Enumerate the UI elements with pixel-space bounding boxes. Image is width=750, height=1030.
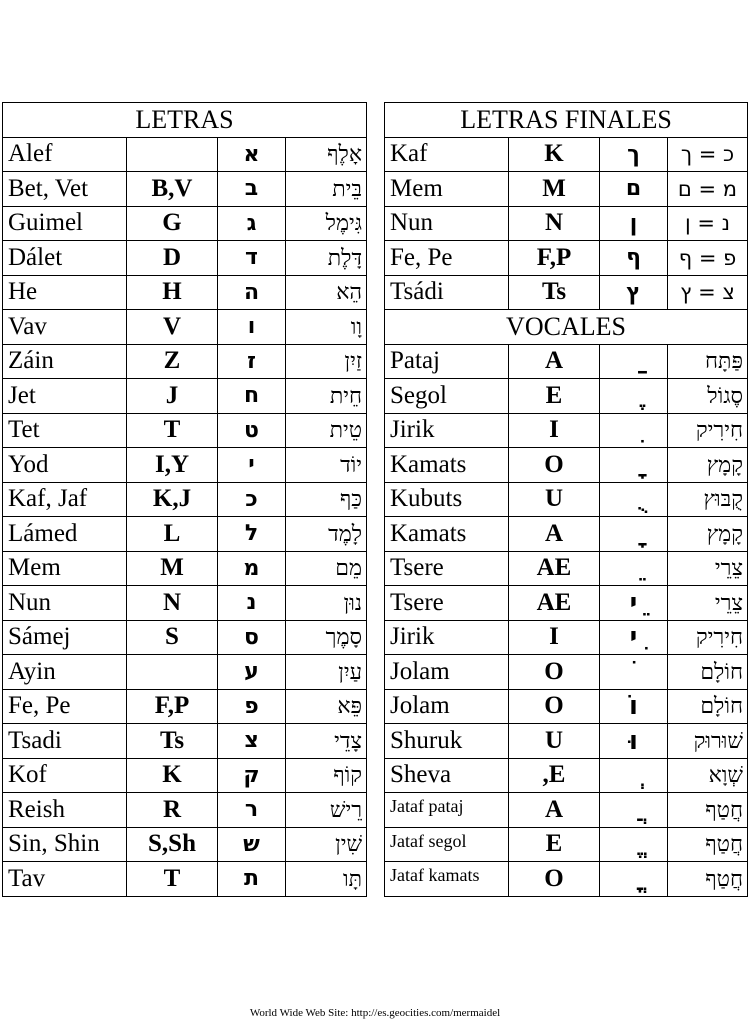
letter-row (3, 655, 367, 690)
letter-translit: F,P (127, 689, 218, 724)
vowel-name: Jolam (385, 655, 509, 690)
vowel-mark (600, 344, 668, 379)
vowel-row (385, 586, 748, 621)
vowel-mark (600, 655, 668, 690)
letter-row (3, 586, 367, 621)
letter-word: פֵּא (286, 689, 367, 724)
letter-row (3, 482, 367, 517)
letter-glyph: ז (218, 344, 286, 379)
vowel-mark (600, 413, 668, 448)
letter-word: מֵם (286, 551, 367, 586)
letter-glyph: כ (218, 482, 286, 517)
final-glyph: ף (600, 241, 668, 276)
vowel-row (385, 827, 748, 862)
letter-name: Nun (3, 586, 127, 621)
letter-word: טֵית (286, 413, 367, 448)
vowel-word: קֻבּוּץ (668, 482, 748, 517)
letter-word: הֵא (286, 275, 367, 310)
vowel-row (385, 689, 748, 724)
vowel-mark (600, 758, 668, 793)
final-translit: M (509, 172, 600, 207)
letter-row (3, 517, 367, 552)
final-translit: F,P (509, 241, 600, 276)
letter-word: גִּימֶל (286, 206, 367, 241)
vowel-mark: וֹ (600, 689, 668, 724)
final-row (385, 172, 748, 207)
letter-word: כַּף (286, 482, 367, 517)
letter-translit: V (127, 310, 218, 345)
letter-word: עַיִן (286, 655, 367, 690)
letter-glyph: ה (218, 275, 286, 310)
final-name: Mem (385, 172, 509, 207)
vowels-title: VOCALES (385, 310, 748, 345)
letter-glyph: נ (218, 586, 286, 621)
vowel-mark (600, 482, 668, 517)
letter-name: Sin, Shin (3, 827, 127, 862)
final-glyph: ן (600, 206, 668, 241)
letter-translit: D (127, 241, 218, 276)
letter-row (3, 413, 367, 448)
letter-translit: T (127, 862, 218, 897)
letter-word: שִׁין (286, 827, 367, 862)
letter-glyph: ע (218, 655, 286, 690)
vowel-word: צֵרֵי (668, 586, 748, 621)
vowel-word: חוֹלָם (668, 689, 748, 724)
vowel-translit: A (509, 517, 600, 552)
vowel-name: Shuruk (385, 724, 509, 759)
vowel-mark: ִי (600, 620, 668, 655)
letter-row (3, 241, 367, 276)
vowel-name: Jolam (385, 689, 509, 724)
vowel-name: Kubuts (385, 482, 509, 517)
vowel-row (385, 793, 748, 828)
final-equivalence: נ = ן (668, 206, 748, 241)
letter-row (3, 793, 367, 828)
letter-name: Guimel (3, 206, 127, 241)
letter-row (3, 344, 367, 379)
letter-row (3, 275, 367, 310)
final-equivalence: כ = ך (668, 137, 748, 172)
letter-word: וָו (286, 310, 367, 345)
final-equivalence: מ = ם (668, 172, 748, 207)
vowel-word: שְׁוָא (668, 758, 748, 793)
vowel-name: Jirik (385, 413, 509, 448)
letter-word: צָדֵי (286, 724, 367, 759)
letter-glyph: ד (218, 241, 286, 276)
letter-translit: H (127, 275, 218, 310)
vowel-word: פַּתָּח (668, 344, 748, 379)
final-glyph: ך (600, 137, 668, 172)
letter-word: דָּלֶת (286, 241, 367, 276)
letter-glyph: י (218, 448, 286, 483)
letter-name: Kaf, Jaf (3, 482, 127, 517)
vowel-word: חִירִיק (668, 413, 748, 448)
vowel-name: Jirik (385, 620, 509, 655)
letter-translit (127, 137, 218, 172)
letter-row (3, 172, 367, 207)
letter-translit: K,J (127, 482, 218, 517)
footer-text: World Wide Web Site: http://es.geocities.com/mermaidel (249, 1007, 501, 1019)
final-row (385, 275, 748, 310)
finals-title: LETRAS FINALES (385, 103, 748, 138)
letter-name: Ayin (3, 655, 127, 690)
letter-name: Mem (3, 551, 127, 586)
vowel-translit: E (509, 827, 600, 862)
letter-word: חֵית (286, 379, 367, 414)
vowel-mark (600, 448, 668, 483)
vowel-name: Jataf kamats (385, 862, 509, 897)
final-name: Kaf (385, 137, 509, 172)
final-translit: N (509, 206, 600, 241)
letter-translit: B,V (127, 172, 218, 207)
letter-translit: J (127, 379, 218, 414)
vowel-mark (600, 862, 668, 897)
vowel-mark (600, 517, 668, 552)
vowel-word: חֲטַף (668, 862, 748, 897)
vowel-row (385, 517, 748, 552)
vowel-mark: וּ (600, 724, 668, 759)
letter-word: לָמֶד (286, 517, 367, 552)
letter-name: Reish (3, 793, 127, 828)
letter-translit: K (127, 758, 218, 793)
letter-glyph: ת (218, 862, 286, 897)
vowel-name: Kamats (385, 517, 509, 552)
letter-glyph: ש (218, 827, 286, 862)
letters-table (2, 102, 367, 897)
letter-row (3, 724, 367, 759)
letter-word: קוֹף (286, 758, 367, 793)
letter-glyph: ר (218, 793, 286, 828)
letter-translit: S (127, 620, 218, 655)
vowel-translit: U (509, 482, 600, 517)
letter-row (3, 206, 367, 241)
letter-name: Tav (3, 862, 127, 897)
final-row (385, 241, 748, 276)
vowel-mark (600, 551, 668, 586)
letter-word: בֵּית (286, 172, 367, 207)
vowel-word: שׁוּרוּק (668, 724, 748, 759)
letter-glyph: ו (218, 310, 286, 345)
letter-glyph: ג (218, 206, 286, 241)
letter-translit: Ts (127, 724, 218, 759)
letter-row (3, 379, 367, 414)
vowel-word: חֲטַף (668, 793, 748, 828)
vowel-row (385, 344, 748, 379)
letter-row (3, 689, 367, 724)
letter-name: Bet, Vet (3, 172, 127, 207)
letter-name: Tet (3, 413, 127, 448)
vowel-word: צֵרֵי (668, 551, 748, 586)
vowel-name: Kamats (385, 448, 509, 483)
vowel-word: קָמָץ (668, 517, 748, 552)
letter-name: Kof (3, 758, 127, 793)
vowel-translit: O (509, 862, 600, 897)
letter-name: Jet (3, 379, 127, 414)
letter-translit: I,Y (127, 448, 218, 483)
letter-name: Alef (3, 137, 127, 172)
letter-row (3, 310, 367, 345)
letter-row (3, 620, 367, 655)
letter-translit: L (127, 517, 218, 552)
letter-name: Vav (3, 310, 127, 345)
letter-word: יוֹד (286, 448, 367, 483)
letter-word: תָּו (286, 862, 367, 897)
vowel-translit: O (509, 448, 600, 483)
vowel-row (385, 379, 748, 414)
letter-name: Yod (3, 448, 127, 483)
vowel-translit: O (509, 655, 600, 690)
vowel-mark (600, 827, 668, 862)
vowel-translit: I (509, 620, 600, 655)
letter-row (3, 551, 367, 586)
letter-glyph: ב (218, 172, 286, 207)
letter-glyph: ח (218, 379, 286, 414)
vowel-mark: ֵי (600, 586, 668, 621)
vowel-word: חֲטַף (668, 827, 748, 862)
letter-word: סָמֶך (286, 620, 367, 655)
vowel-translit: I (509, 413, 600, 448)
letter-translit: R (127, 793, 218, 828)
vowel-name: Jataf pataj (385, 793, 509, 828)
letter-row (3, 862, 367, 897)
letter-name: Sámej (3, 620, 127, 655)
final-translit: K (509, 137, 600, 172)
vowel-translit: ,E (509, 758, 600, 793)
vowel-name: Segol (385, 379, 509, 414)
letter-translit: T (127, 413, 218, 448)
letter-word: רֵישׁ (286, 793, 367, 828)
letter-translit: G (127, 206, 218, 241)
letter-glyph: פ (218, 689, 286, 724)
letter-name: He (3, 275, 127, 310)
vowel-translit: AE (509, 551, 600, 586)
vowel-translit: E (509, 379, 600, 414)
vowel-translit: AE (509, 586, 600, 621)
vowel-name: Pataj (385, 344, 509, 379)
letter-glyph: א (218, 137, 286, 172)
vowel-row (385, 620, 748, 655)
final-equivalence: פ = ף (668, 241, 748, 276)
final-row (385, 206, 748, 241)
vowel-name: Sheva (385, 758, 509, 793)
letter-glyph: צ (218, 724, 286, 759)
vowel-word: חִירִיק (668, 620, 748, 655)
vowel-translit: U (509, 724, 600, 759)
vowel-row (385, 862, 748, 897)
vowel-row (385, 413, 748, 448)
letter-name: Záin (3, 344, 127, 379)
vowel-row (385, 482, 748, 517)
letters-title: LETRAS (3, 103, 367, 138)
letter-glyph: מ (218, 551, 286, 586)
letter-glyph: ס (218, 620, 286, 655)
letter-name: Tsadi (3, 724, 127, 759)
vowel-translit: O (509, 689, 600, 724)
final-name: Tsádi (385, 275, 509, 310)
letter-name: Fe, Pe (3, 689, 127, 724)
vowel-name: Tsere (385, 551, 509, 586)
vowel-word: חוֹלָם (668, 655, 748, 690)
letter-translit: S,Sh (127, 827, 218, 862)
letter-translit (127, 655, 218, 690)
vowel-mark (600, 793, 668, 828)
final-name: Fe, Pe (385, 241, 509, 276)
letter-row (3, 827, 367, 862)
letter-name: Dálet (3, 241, 127, 276)
letter-word: אָלֶף (286, 137, 367, 172)
letter-translit: N (127, 586, 218, 621)
final-glyph: ץ (600, 275, 668, 310)
letter-glyph: ט (218, 413, 286, 448)
letter-row (3, 448, 367, 483)
vowel-row (385, 655, 748, 690)
letter-name: Lámed (3, 517, 127, 552)
final-name: Nun (385, 206, 509, 241)
letter-row (3, 758, 367, 793)
vowel-row (385, 758, 748, 793)
vowel-translit: A (509, 793, 600, 828)
final-glyph: ם (600, 172, 668, 207)
vowel-name: Tsere (385, 586, 509, 621)
vowel-name: Jataf segol (385, 827, 509, 862)
vowel-mark (600, 379, 668, 414)
finals-vowels-table (384, 102, 748, 897)
final-translit: Ts (509, 275, 600, 310)
letter-translit: M (127, 551, 218, 586)
final-equivalence: צ = ץ (668, 275, 748, 310)
vowel-translit: A (509, 344, 600, 379)
letter-word: נוּן (286, 586, 367, 621)
letter-row (3, 137, 367, 172)
final-row (385, 137, 748, 172)
vowel-row (385, 448, 748, 483)
vowel-word: סֶגוֹל (668, 379, 748, 414)
letter-glyph: ק (218, 758, 286, 793)
letter-word: זַיִן (286, 344, 367, 379)
vowel-row (385, 551, 748, 586)
letter-glyph: ל (218, 517, 286, 552)
vowel-word: קָמָץ (668, 448, 748, 483)
letter-translit: Z (127, 344, 218, 379)
vowel-row (385, 724, 748, 759)
